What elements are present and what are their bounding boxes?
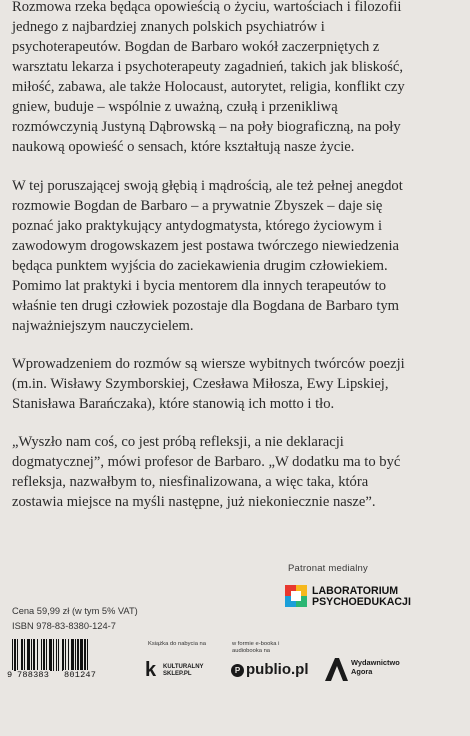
wydawnictwo-agora-logo (323, 656, 413, 682)
kulturalny-caption: Książka do nabycia na (148, 641, 207, 647)
barcode-bar (65, 639, 66, 671)
barcode-bar (56, 639, 57, 671)
laboratorium-logo-icon (285, 585, 307, 607)
blurb-paragraph-2: W tej poruszającej swoją głębią i mądrością, ale też pełnej anegdot rozmowie Bogdan de Barbaro – a prywatnie Zbyszek – daje się poznać jako praktykujący antydogmatysta, którego życiowym i zawodowym drogowskazem jest postawa twórczego niewiedzenia będąca punktem wyjścia do zaciekawienia drugim człowiekiem. Pomimo lat praktyki i bycia mentorem dla innych terapeutów to właśnie ten drugi człowiek pozostaje dla Bogdana de Barbaro tym najważniejszym nauczycielem. (12, 178, 403, 334)
kulturalny-logo-line2: SKLEP.PL (163, 671, 192, 677)
laboratorium-logo-line2: PSYCHOEDUKACJI (312, 596, 411, 608)
barcode-bar (27, 639, 30, 671)
barcode-bar (12, 639, 13, 671)
barcode-bar (33, 639, 35, 671)
barcode-bar (87, 639, 88, 671)
barcode-bar (49, 639, 52, 671)
barcode-bar (14, 639, 16, 671)
barcode-bar (24, 639, 25, 671)
isbn-label: ISBN 978-83-8380-124-7 (12, 621, 116, 631)
agora-logo-line1: Wydawnictwo (351, 658, 400, 667)
barcode-group-right: 801247 (64, 670, 97, 680)
barcode-bar (53, 639, 54, 671)
barcode-bar (31, 639, 32, 671)
barcode-bar (71, 639, 74, 671)
publio-logo-text: publio.pl (246, 661, 309, 678)
barcode-bar (17, 639, 18, 671)
barcode-bar (43, 639, 45, 671)
barcode-bar (46, 639, 47, 671)
barcode-bar (21, 639, 23, 671)
publio-logo-icon: P (231, 664, 244, 677)
barcode-bar (75, 639, 76, 671)
blurb-paragraph-1: Rozmowa rzeka będąca opowieścią o życiu, wartościach i filozofii jednego z najbardziej znanych polskich psychiatrów i psychoterapeutów. Bogdan de Barbaro wokół zaczerpniętych z warsztatu lekarza i psychoterapeuty zagadnień, takich jak bliskość, miłość, zabawa, ale także Holocaust, autorytet, religia, konflikt czy gniew, buduje – wspólnie z uważną, czułą i przenikliwą rozmówczynią Justyną Dąbrowską – na poły biograficzną, na poły naukową opowieść o sensach, które kształtują nasze życie. (12, 0, 405, 155)
barcode-digit-first: 9 (7, 670, 13, 680)
kulturalny-logo-mark: k (145, 659, 157, 681)
blurb-quote-paragraph: „Wyszło nam coś, co jest próbą refleksji, a nie deklaracji dogmatycznej”, mówi profesor de Barbaro. „W dodatku ma to być refleksja, nazwałbym to, niesfinalizowana, a więc taka, która zostawia miejsce na myśli następne, już niekoniecznie nasze”. (12, 434, 401, 510)
laboratorium-logo-line1: LABORATORIUM (312, 585, 399, 597)
kulturalny-sklep-logo (145, 659, 215, 681)
barcode-group-left: 788383 (17, 670, 50, 680)
kulturalny-logo-line1: KULTURALNY (163, 664, 204, 670)
barcode-bar (84, 639, 86, 671)
laboratorium-psychoedukacji-logo (285, 585, 410, 609)
agora-logo-line2: Agora (351, 667, 373, 676)
barcode-bar (41, 639, 42, 671)
agora-logo-icon (323, 656, 349, 682)
barcode-bar (68, 639, 69, 671)
barcode-bar (62, 639, 64, 671)
publio-caption: w formie e-booka i audiobooka na (232, 641, 280, 654)
price-label: Cena 59,99 zł (w tym 5% VAT) (12, 606, 138, 616)
blurb-paragraph-3: Wprowadzeniem do rozmów są wiersze wybitnych twórców poezji (m.in. Wisławy Szymborskiej, Czesława Miłosza, Ewy Lipskiej, Stanisława Barańczaka), które stanowią ich motto i tło. (12, 356, 405, 412)
barcode-bar (58, 639, 59, 671)
barcode-bar (80, 639, 83, 671)
barcode-bar (77, 639, 79, 671)
barcode-bar (37, 639, 38, 671)
media-patron-label: Patronat medialny (288, 563, 368, 574)
